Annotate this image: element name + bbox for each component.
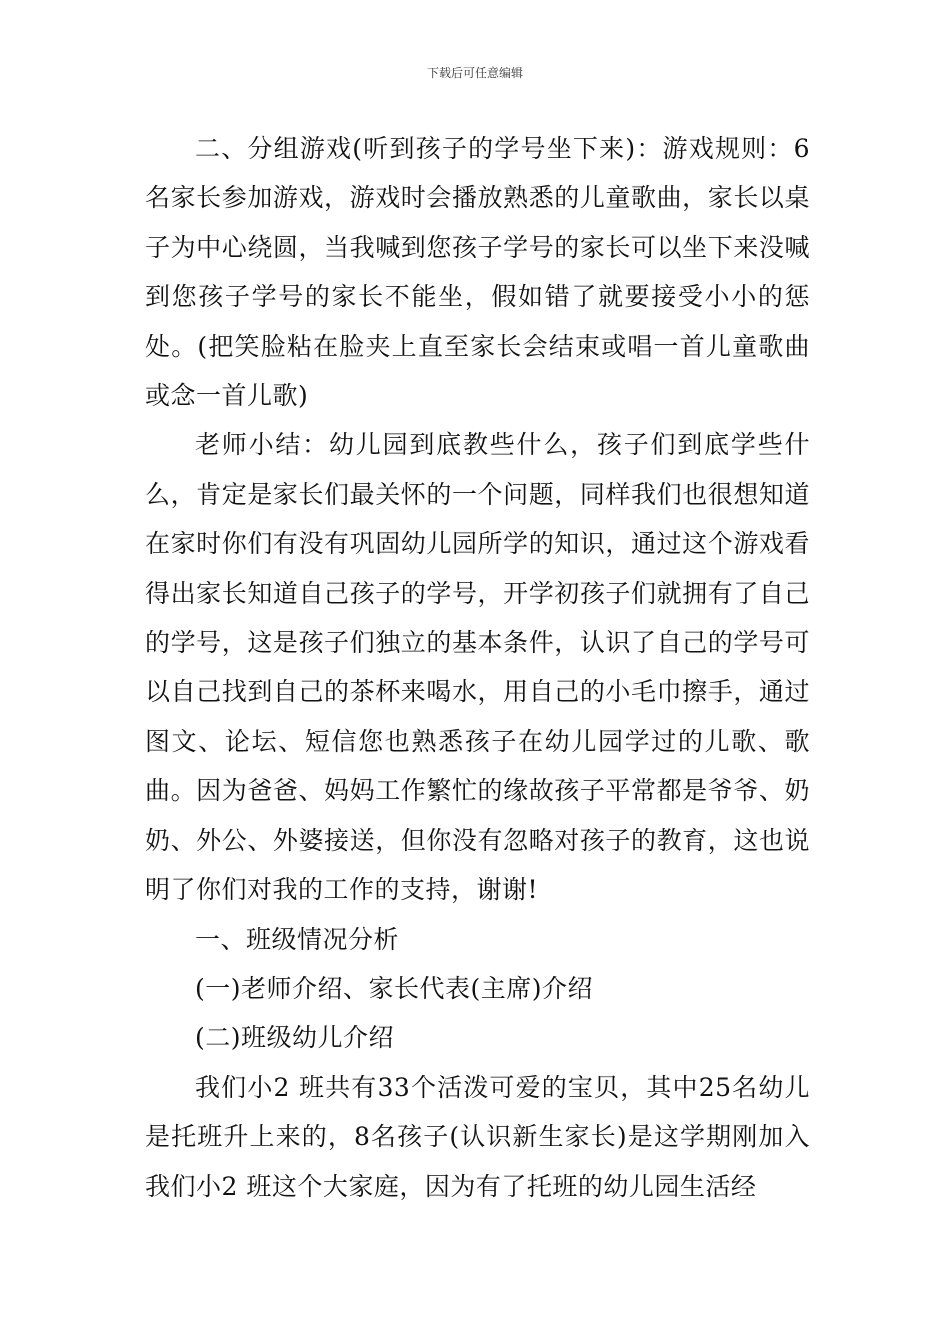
subheading-teacher-intro: (一)老师介绍、家长代表(主席)介绍 — [195, 973, 594, 1003]
page-header: 下载后可任意编辑 — [426, 66, 523, 80]
paragraph-teacher-summary: 老师小结：幼儿园到底教些什么，孩子们到底学些什么，肯定是家长们最关怀的一个问题，同样我们也很想知道在家时你们有没有巩固幼儿园所学的知识，通过这个游戏看得出家长知道自己孩子的学号，开学初孩子们就拥有了自己的学号，这是孩子们独立的基本条件，认识了自己的学号可以自己找到自己的茶杯来喝水，用自己的小毛巾擦手，通过图文、论坛、短信您也熟悉孩子在幼儿园学过的儿歌、歌曲。因为爸爸、妈妈工作繁忙的缘故孩子平常都是爷爷、奶奶、外公、外婆接送，但你没有忽略对孩子的教育，这也说明了你们对我的工作的支持，谢谢! — [145, 430, 810, 905]
document-body — [145, 124, 810, 1211]
paragraph-group-game: 二、分组游戏(听到孩子的学号坐下来)：游戏规则：6名家长参加游戏，游戏时会播放熟悉的儿童歌曲，家长以桌子为中心绕圆，当我喊到您孩子学号的家长可以坐下来没喊到您孩子学号的家长不能坐，假如错了就要接受小小的惩处。(把笑脸粘在脸夹上直至家长会结束或唱一首儿童歌曲或念一首儿歌) — [145, 134, 810, 411]
subheading-children-intro: (二)班级幼儿介绍 — [195, 1023, 395, 1053]
heading-class-analysis: 一、班级情况分析 — [195, 924, 400, 954]
paragraph-class-overview: 我们小2 班共有33个活泼可爱的宝贝，其中25名幼儿是托班升上来的，8名孩子(认识新生家长)是这学期刚加入我们小2 班这个大家庭，因为有了托班的幼儿园生活经 — [145, 1072, 810, 1201]
